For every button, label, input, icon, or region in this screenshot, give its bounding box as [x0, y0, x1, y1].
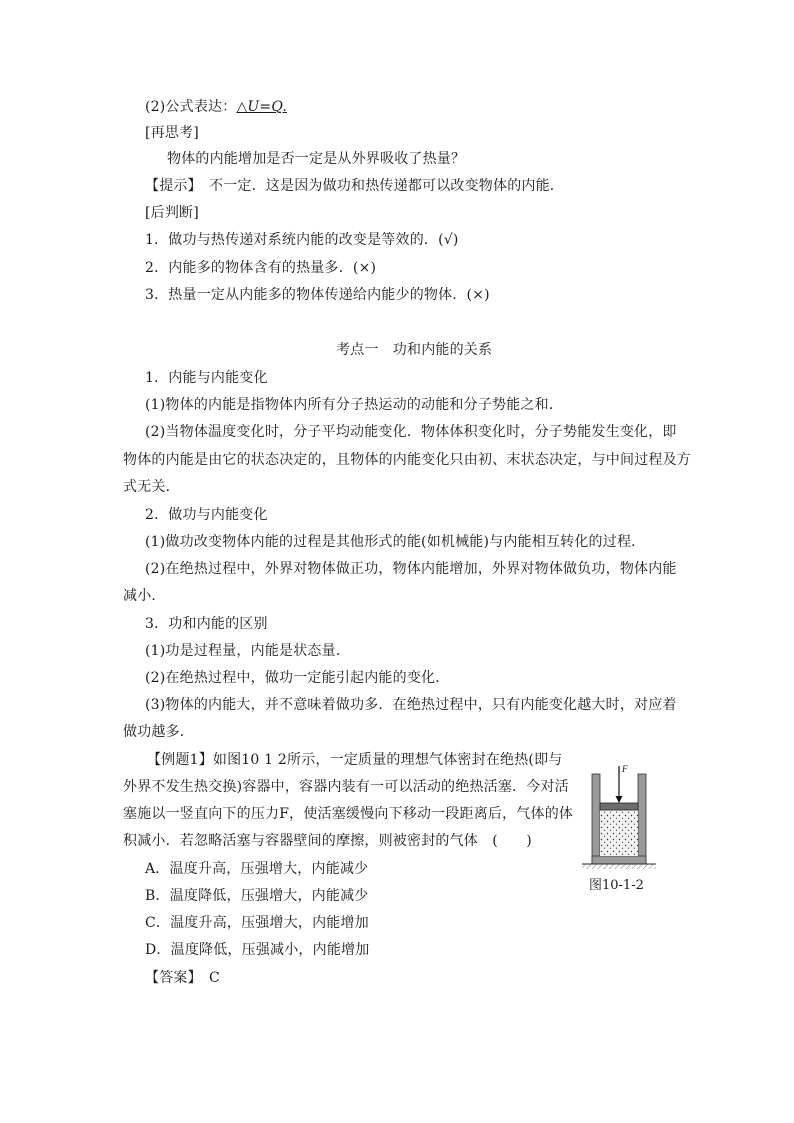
container-bottom: [592, 856, 646, 864]
example-question-1: 【例题1】如图10 1 2所示，一定质量的理想气体密封在绝热(即与: [147, 752, 563, 768]
hint-line: 【提示】 不一定．这是因为做功和热传递都可以改变物体的内能．: [145, 178, 564, 194]
formula-prefix: (2)公式表达：: [145, 99, 237, 115]
judge-item-2: 2．内能多的物体含有的热量多．(×): [145, 260, 377, 276]
container-right-wall: [638, 774, 646, 864]
rethink-question: 物体的内能增加是否一定是从外界吸收了热量？: [167, 151, 466, 167]
judge-item-3: 3．热量一定从内能多的物体传递给内能少的物体．(×): [145, 287, 490, 303]
force-arrow-head: [616, 796, 623, 803]
section-heading: 考点一 功和内能的关系: [336, 342, 493, 358]
point-1-title: 1．内能与内能变化: [145, 370, 268, 386]
point-2-sub-1: (1)做功改变物体内能的过程是其他形式的能(如机械能)与内能相互转化的过程．: [145, 534, 646, 550]
point-1-sub-1: (1)物体的内能是指物体内所有分子热运动的动能和分子势能之和．: [145, 397, 564, 413]
example-question-4: 积减小．若忽略活塞与容器壁间的摩擦，则被密封的气体 ( ): [123, 833, 532, 849]
option-d: D．温度降低，压强减小，内能增加: [145, 942, 370, 958]
ground-hatch: [582, 864, 656, 869]
formula-line: [145, 98, 287, 116]
gas-particles: [600, 810, 638, 856]
point-2-sub-2: (2)在绝热过程中，外界对物体做正功，物体内能增加，外界对物体做负功，物体内能: [145, 561, 677, 577]
option-a: A．温度升高，压强增大，内能减少: [145, 861, 369, 877]
example-question-2: 外界不发生热交换)容器中，容器内装有一可以活动的绝热活塞．今对活: [123, 779, 569, 795]
figure-caption: 图10-1-2: [589, 878, 644, 893]
option-c: C．温度升高，压强增大，内能增加: [145, 915, 369, 931]
formula-expression: △U=Q.: [236, 99, 287, 115]
judge-item-1: 1．做功与热传递对系统内能的改变是等效的．(√): [145, 232, 459, 248]
point-2-sub-2-cont: 减小．: [123, 588, 166, 604]
point-1-sub-2: (2)当物体温度变化时，分子平均动能变化．物体体积变化时，分子势能发生变化，即: [145, 424, 677, 440]
judge-label: [后判断]: [145, 205, 199, 221]
point-2-title: 2．做功与内能变化: [145, 507, 268, 523]
point-1-sub-2-cont: 物体的内能是由它的状态决定的，且物体的内能变化只由初、末状态决定，与中间过程及方: [123, 452, 691, 468]
piston: [600, 803, 638, 810]
rethink-label: [再思考]: [145, 125, 199, 141]
point-1-sub-2-end: 式无关．: [123, 479, 180, 495]
point-3-sub-1: (1)功是过程量，内能是状态量．: [145, 643, 351, 659]
point-3-sub-3-cont: 做功越多．: [123, 724, 194, 740]
piston-container-figure: [582, 760, 656, 870]
example-question-3: 塞施以一竖直向下的压力F，使活塞缓慢向下移动一段距离后，气体的体: [123, 806, 574, 822]
option-b: B．温度降低，压强增大，内能减少: [145, 888, 369, 904]
point-3-sub-2: (2)在绝热过程中，做功一定能引起内能的变化．: [145, 670, 450, 686]
container-left-wall: [592, 774, 600, 864]
point-3-sub-3: (3)物体的内能大，并不意味着做功多．在绝热过程中，只有内能变化越大时，对应着: [145, 697, 677, 713]
answer-line: 【答案】 C: [145, 970, 220, 986]
force-label: F: [622, 764, 628, 774]
point-3-title: 3．功和内能的区别: [145, 616, 268, 632]
